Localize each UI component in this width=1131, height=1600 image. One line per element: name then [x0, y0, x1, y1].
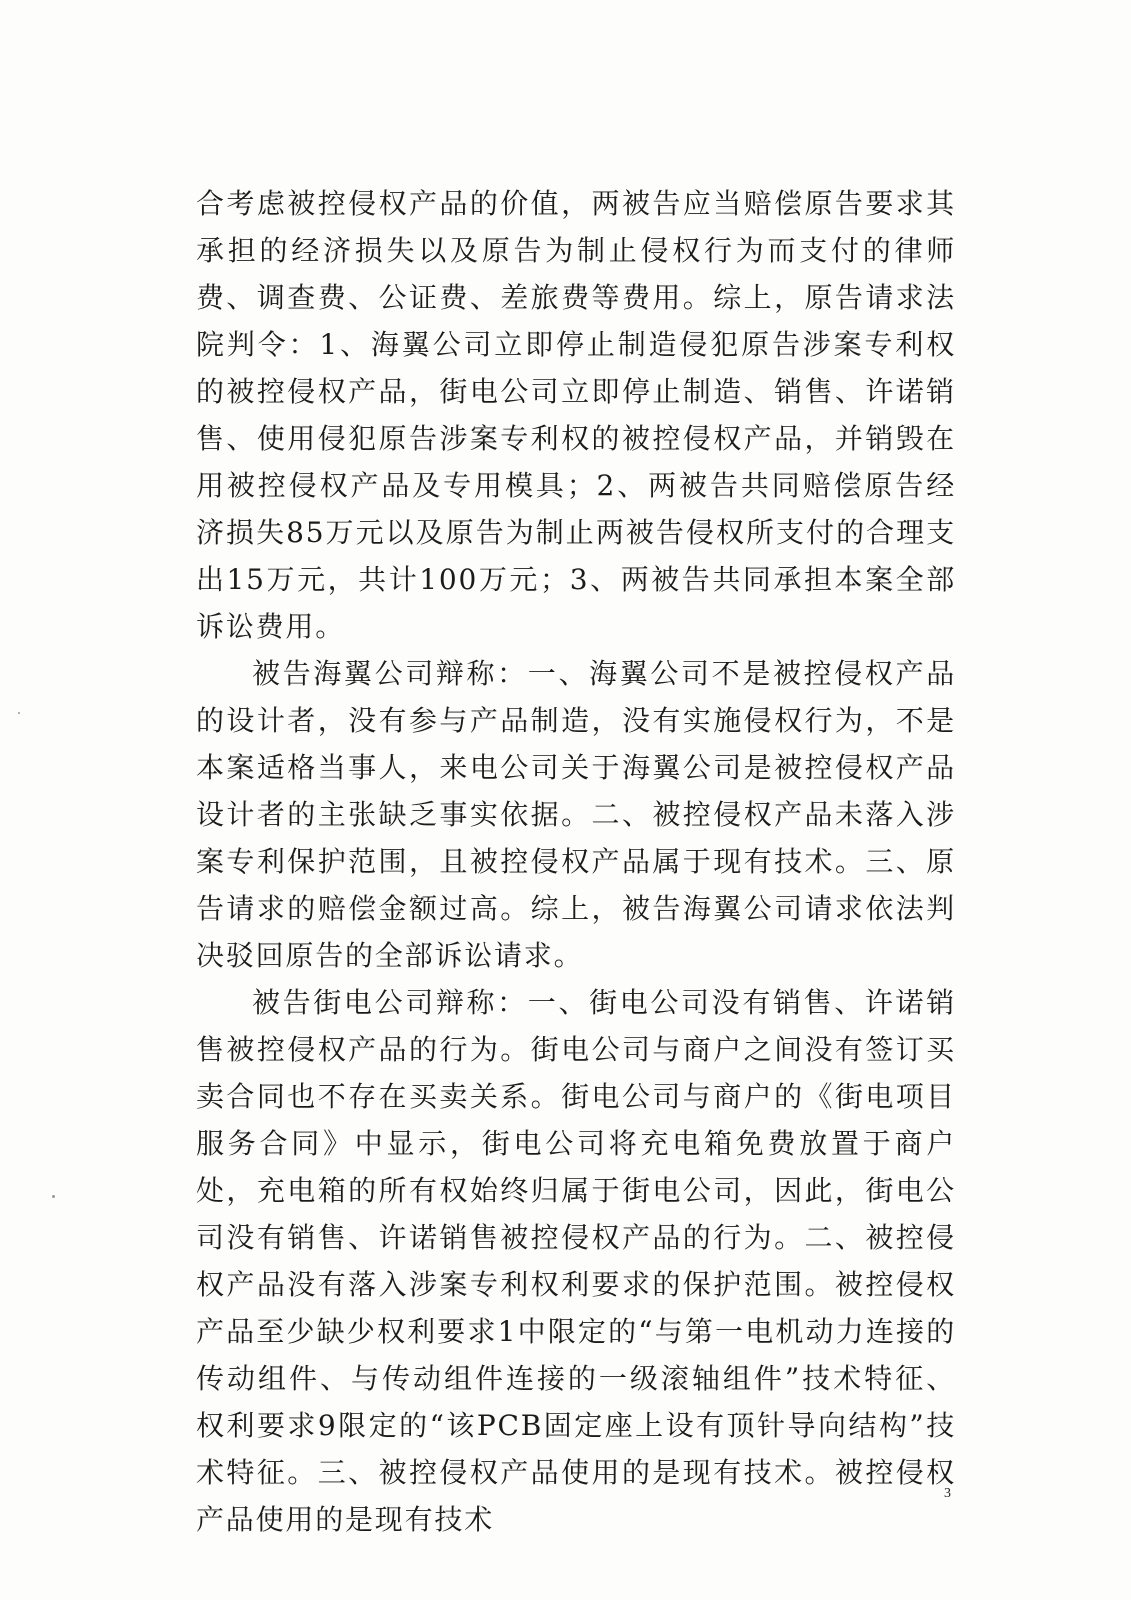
scan-speck	[52, 1195, 55, 1198]
scan-speck	[18, 712, 20, 714]
document-body	[196, 180, 956, 1543]
paragraph-defendant-haiyi-defense: 被告海翼公司辩称：一、海翼公司不是被控侵权产品的设计者，没有参与产品制造，没有实施侵权行为，不是本案适格当事人，来电公司关于海翼公司是被控侵权产品设计者的主张缺乏事实依据。二、被控侵权产品未落入涉案专利保护范围，且被控侵权产品属于现有技术。三、原告请求的赔偿金额过高。综上，被告海翼公司请求依法判决驳回原告的全部诉讼请求。	[196, 657, 956, 972]
paragraph-defendant-jiedian-defense: 被告街电公司辩称：一、街电公司没有销售、许诺销售被控侵权产品的行为。街电公司与商户之间没有签订买卖合同也不存在买卖关系。街电公司与商户的《街电项目服务合同》中显示，街电公司将充电箱免费放置于商户处，充电箱的所有权始终归属于街电公司，因此，街电公司没有销售、许诺销售被控侵权产品的行为。二、被控侵权产品没有落入涉案专利权利要求的保护范围。被控侵权产品至少缺少权利要求1中限定的“与第一电机动力连接的传动组件、与传动组件连接的一级滚轴组件”技术特征、权利要求9限定的“该PCB固定座上设有顶针导向结构”技术特征。三、被控侵权产品使用的是现有技术。被控侵权产品使用的是现有技术	[196, 986, 956, 1536]
paragraph-plaintiff-claims: 合考虑被控侵权产品的价值，两被告应当赔偿原告要求其承担的经济损失以及原告为制止侵权行为而支付的律师费、调查费、公证费、差旅费等费用。综上，原告请求法院判令：1、海翼公司立即停止制造侵犯原告涉案专利权的被控侵权产品，街电公司立即停止制造、销售、许诺销售、使用侵犯原告涉案专利权的被控侵权产品，并销毁在用被控侵权产品及专用模具；2、两被告共同赔偿原告经济损失85万元以及原告为制止两被告侵权所支付的合理支出15万元，共计100万元；3、两被告共同承担本案全部诉讼费用。	[196, 187, 956, 643]
page-number: 3	[944, 1486, 951, 1501]
